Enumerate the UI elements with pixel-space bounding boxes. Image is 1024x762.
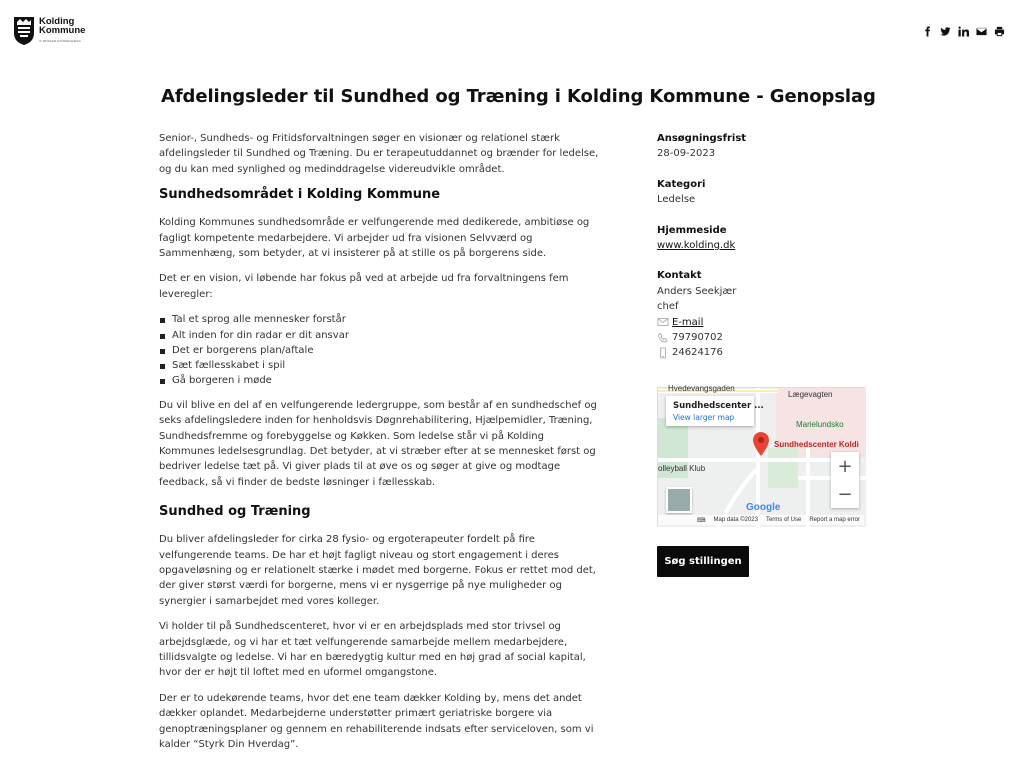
map-footer [658,515,864,525]
contact-title: chef [657,301,679,313]
mail-icon[interactable] [976,26,987,37]
contact-name: Anders Seekjær [657,285,737,297]
street-view-icon[interactable] [666,487,692,513]
kolding-logo[interactable] [13,15,93,47]
category-label: Kategori [657,178,706,190]
contact-email-row [657,315,867,330]
share-bar [922,26,1005,37]
list-item: Tal et sprog alle mennesker forstår [159,312,599,327]
map-label-road: Hvedevangsgaden [668,384,735,393]
list-item: Sæt fællesskabet i spil [159,358,599,373]
map-terms-link[interactable]: Terms of Use [765,517,802,523]
location-map[interactable] [657,384,865,526]
envelope-icon [657,316,669,328]
deadline-label: Ansøgningsfrist [657,133,747,144]
linkedin-icon[interactable] [958,26,969,37]
paragraph: Du vil blive en del af en velfungerende ledergruppe, som består af en sundhedschef og seks afdelingsledere inden for henholdsvis Døgnrehabilitering, Hjælpemidler, Træning, Sundhedsfremme og forebyggelse og Køkken. Som ledelse står vi på Kolding Kommunes ledelsesgrundlag. Det betyder, at vi stræber efter at se mennesket først og bedriver ledelse tæt på. Vi giver plads til at øve os og søger at give og modtage feedback, så vi finder de bedste løsninger i fællesskab. [159,399,597,488]
homepage-link[interactable]: www.kolding.dk [657,240,736,252]
section-heading-sundhed-traening: Sundhed og Træning [159,504,311,520]
list-item: Det er borgerens plan/aftale [159,343,599,358]
contact-phone-row [657,330,867,345]
paragraph: Du bliver afdelingsleder for cirka 28 fysio- og ergoterapeuter fordelt på fire velfungerende teams. De har et højt fagligt niveau og stort engagement i deres opgaveløsning og er relationelt stærke i mødet med borgerne. Fokus er rettet mod det, der giver størst værdi for borgerne, mens vi er nysgerrige på nye muligheder og synergier i samarbejdet med vores kolleger. [159,534,596,607]
map-label-center: Sundhedscenter Koldi [774,440,859,449]
job-facts-sidebar [657,131,867,376]
job-description [159,131,599,762]
map-zoom-controls [831,452,859,508]
map-data-credit: Map data ©2023 [713,517,758,523]
paragraph: Kolding Kommunes sundhedsområde er velfungerende med dedikerede, ambitiøse og fagligt kompetente medarbejdere. Vi arbejder ud fra visionen Selvværd og Sammenhæng, som betyder, at vi insisterer på at stille os på borgerens side. [159,217,590,260]
contact-email-link[interactable]: E-mail [672,316,704,328]
intro-paragraph: Senior-, Sundheds- og Fritidsforvaltningen søger en visionær og relationel stærk afdelingsleder til Sundhed og Træning. Du er terapeutuddannet og brænder for ledelse, og du kan med synlighed og medinddragelse videreudvikle området. [159,133,599,175]
rules-list [159,312,599,388]
paragraph: Vi holder til på Sundhedscenteret, hvor vi er en arbejdsplads med stor trivsel og arbejdsglæde, og vi har et tæt velfungerende samarbejde mellem medarbejdere, tillidsvalgte og ledelse. Vi har en bæredygtig kultur med en høj grad af social kapital, hvor der er højt til loftet med en uformel omgangstone. [159,621,586,679]
zoom-out-button[interactable]: − [837,483,853,505]
map-label-volleyball: olleyball Klub [658,464,706,473]
keyboard-icon[interactable]: ⌨ [696,517,706,524]
crest-icon [13,16,35,46]
map-report-link[interactable]: Report a map error [809,517,860,523]
logo-line1: Kolding [39,15,75,27]
homepage-block [657,223,867,254]
list-item: Gå borgeren i møde [159,373,599,388]
map-label-marielund: Marielundsko [796,420,844,429]
twitter-icon[interactable] [940,26,951,37]
deadline-value: 28-09-2023 [657,148,716,160]
mobile-icon [657,347,669,359]
contact-label: Kontakt [657,270,702,282]
contact-phone: 79790702 [672,332,723,344]
paragraph: Det er en vision, vi løbende har fokus på ved at arbejde ud fra forvaltningens fem leveregler: [159,273,569,300]
category-value: Ledelse [657,194,696,206]
view-larger-map-link[interactable]: View larger map [673,413,735,422]
page-title: Afdelingsleder til Sundhed og Træning i Kolding Kommune - Genopslag [161,86,876,107]
zoom-in-button[interactable]: + [837,455,853,477]
category-block [657,177,867,208]
logo-line2: Kommune [39,24,86,36]
list-item: Alt inden for din radar er dit ansvar [159,328,599,343]
contact-block [657,268,867,360]
print-icon[interactable] [994,26,1005,37]
map-place-name: Sundhedscenter ... [673,401,764,411]
map-label-laegevagten: Lægevagten [788,390,833,399]
homepage-label: Hjemmeside [657,224,727,236]
paragraph: Der er to udekørende teams, hvor det ene team dækker Kolding by, mens det andet dækker oplandet. Medarbejderne understøtter primært geriatriske borgere via genoptræningsplaner og gennem en rehabiliterende indsats efter serviceloven, som vi kalder “Styrk Din Hverdag”. [159,692,594,751]
google-logo: Google [746,502,781,513]
map-marker-icon[interactable] [753,432,769,456]
logo-tagline: VI ØNSKER SAMMENHÆNG [39,38,82,43]
phone-icon [657,332,669,344]
logo-text [39,17,85,46]
facebook-icon[interactable] [922,26,933,37]
apply-button[interactable]: Søg stillingen [657,546,749,577]
deadline-block [657,131,867,162]
contact-mobile: 24624176 [672,347,723,359]
contact-mobile-row [657,345,867,360]
section-heading-sundhedsomraadet: Sundhedsområdet i Kolding Kommune [159,187,441,203]
map-info-card [666,396,764,426]
